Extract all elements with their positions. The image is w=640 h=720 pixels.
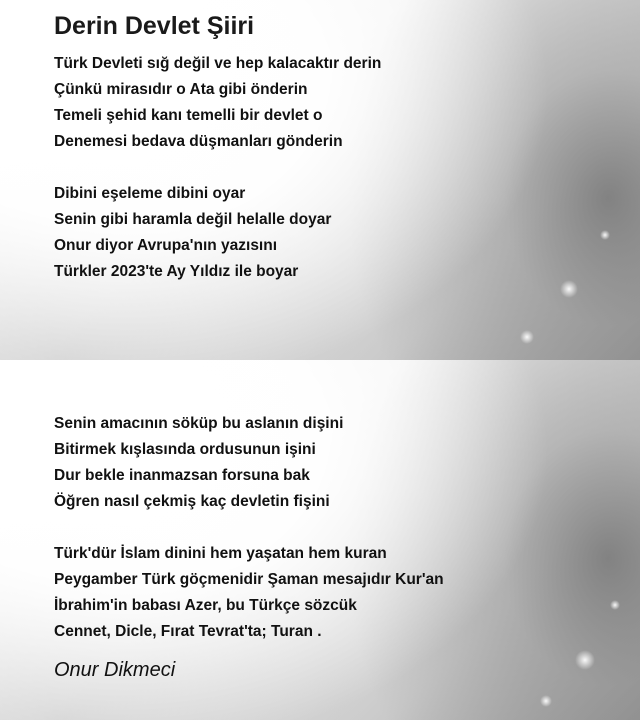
poem-line: Bitirmek kışlasında ordusunun işini <box>54 441 316 458</box>
poem-card-bottom <box>0 360 640 720</box>
stanza-1 <box>54 51 381 155</box>
poem-line: Senin gibi haramla değil helalle doyar <box>54 211 332 228</box>
poem-line: Denemesi bedava düşmanları gönderin <box>54 133 343 150</box>
poem-line: Türk Devleti sığ değil ve hep kalacaktır derin <box>54 55 382 72</box>
stanza-4 <box>54 541 444 645</box>
poem-line: Dur bekle inanmazsan forsuna bak <box>54 467 310 484</box>
poem-line: Peygamber Türk göçmenidir Şaman mesajıdır Kur'an <box>54 571 444 588</box>
stanza-3 <box>54 411 343 515</box>
poem-line: Temeli şehid kanı temelli bir devlet o <box>54 107 323 124</box>
poem-line: Türk'dür İslam dinini hem yaşatan hem kuran <box>54 545 387 562</box>
poem-author: Onur Dikmeci <box>54 659 176 681</box>
poem-line: Öğren nasıl çekmiş kaç devletin fişini <box>54 493 330 510</box>
sparkle-decoration <box>575 650 595 670</box>
stanza-2 <box>54 181 331 285</box>
sparkle-decoration <box>520 330 534 344</box>
sparkle-decoration <box>610 600 620 610</box>
sparkle-decoration <box>540 695 552 707</box>
poem-line: Çünkü mirasıdır o Ata gibi önderin <box>54 81 308 98</box>
poem-line: Dibini eşeleme dibini oyar <box>54 185 246 202</box>
sparkle-decoration <box>560 280 578 298</box>
poem-line: İbrahim'in babası Azer, bu Türkçe sözcük <box>54 597 357 614</box>
sparkle-decoration <box>600 230 610 240</box>
poem-title: Derin Devlet Şiiri <box>54 12 255 40</box>
poem-line: Cennet, Dicle, Fırat Tevrat'ta; Turan . <box>54 623 322 640</box>
poem-line: Senin amacının söküp bu aslanın dişini <box>54 415 344 432</box>
poem-line: Onur diyor Avrupa'nın yazısını <box>54 237 278 254</box>
poem-line: Türkler 2023'te Ay Yıldız ile boyar <box>54 263 299 280</box>
